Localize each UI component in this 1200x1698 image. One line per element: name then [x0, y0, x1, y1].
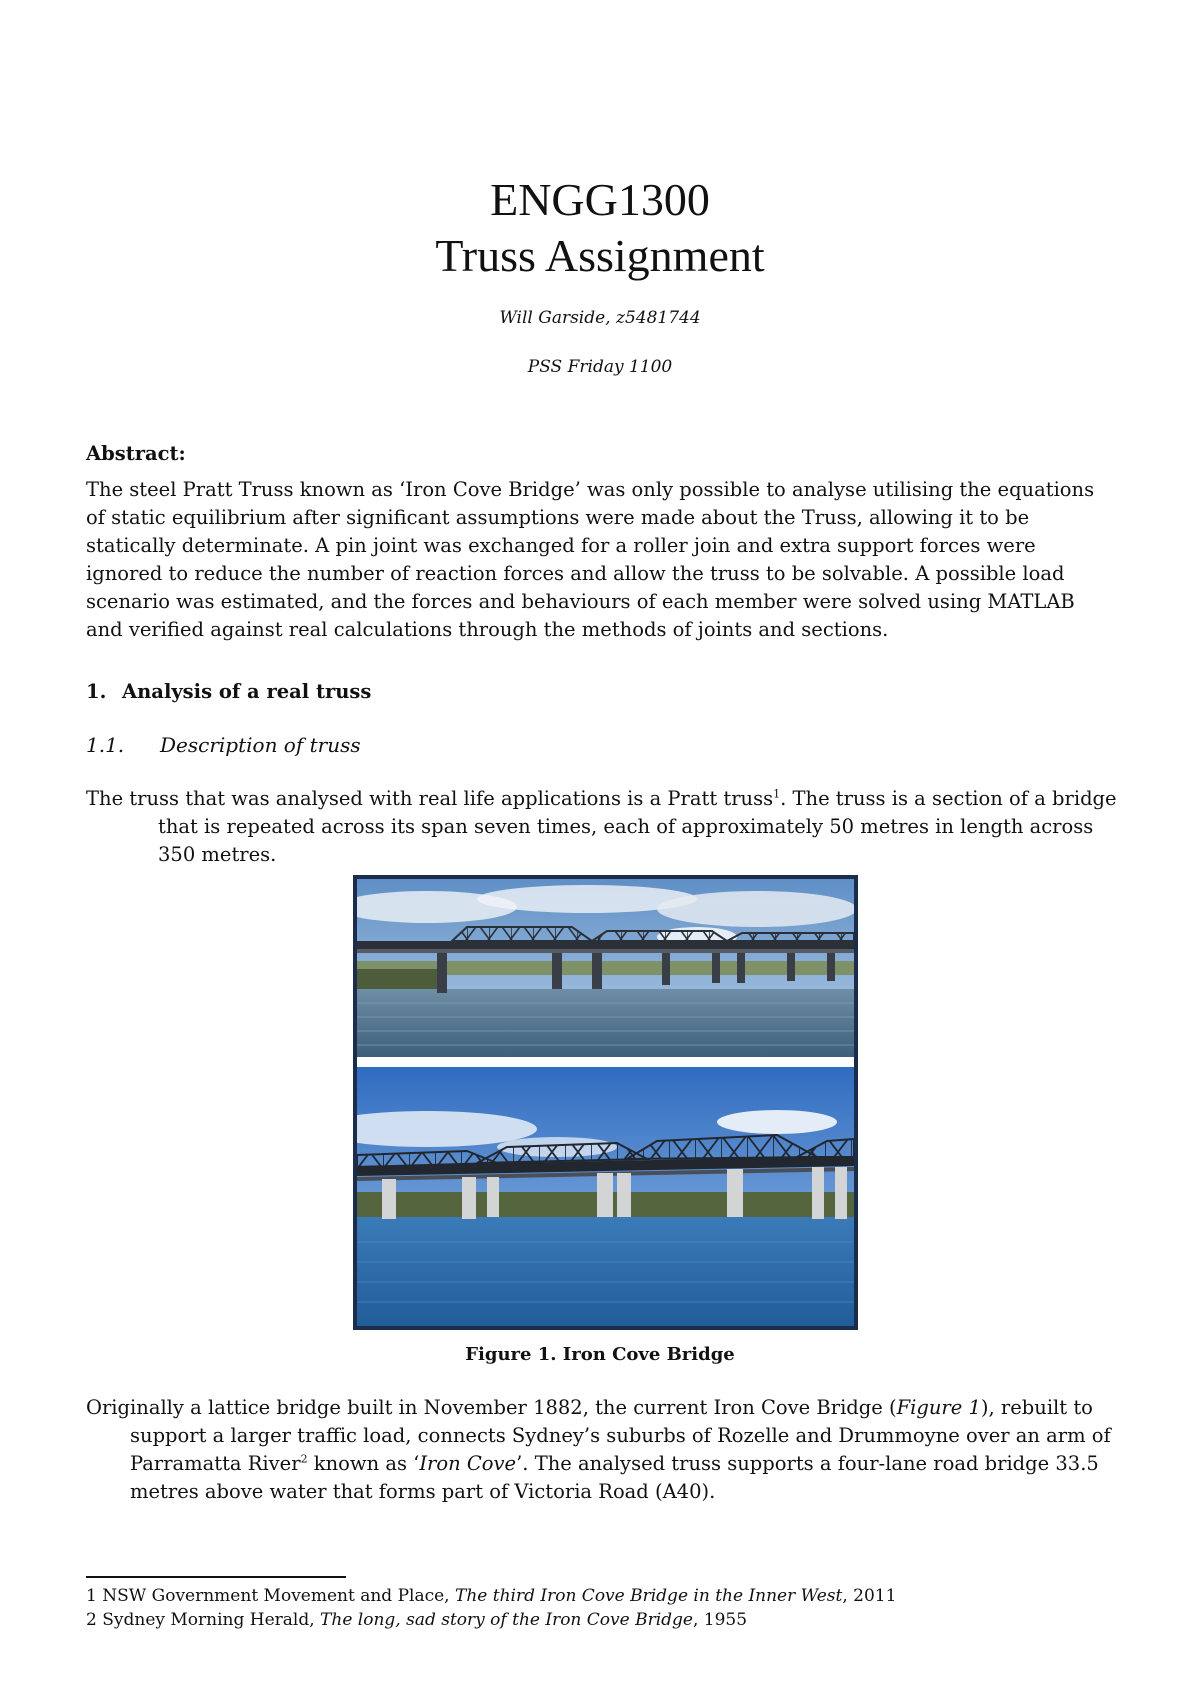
paragraph-rest-a: support a larger traffic load, connects Sydney’s suburbs of Rozelle and Drummoyne over an arm of Parramatta River: [130, 1424, 1111, 1475]
subsection-number: 1.1.: [86, 733, 125, 757]
bridge-photo-bottom: [357, 1067, 854, 1326]
bridge-photos: [357, 879, 854, 1326]
section-number: 1.: [86, 680, 107, 703]
abstract-text: The steel Pratt Truss known as ‘Iron Cove Bridge’ was only possible to analyse utilising the equations of static equilibrium after significant assumptions were made about the Truss, allowing it to be statically determinate. A pin joint was exchanged for a roller join and extra support forces were ignored to reduce the number of reaction forces and allow the truss to be solvable. A possible load scenario was estimated, and the forces and behaviours of each member were solved using MATLAB and verified against real calculations through the methods of joints and sections.: [86, 478, 1095, 641]
figure-caption: Figure 1. Iron Cove Bridge: [465, 1344, 735, 1365]
bridge-photo-top: [357, 879, 854, 1057]
footnote-2: [86, 1610, 747, 1630]
section-title: Analysis of a real truss: [122, 680, 372, 703]
subsection-title: Description of truss: [160, 733, 361, 757]
footnote-title: The third Iron Cove Bridge in the Inner West: [455, 1586, 843, 1606]
footnote-1: [86, 1586, 896, 1606]
figure-reference[interactable]: Figure 1: [896, 1396, 981, 1419]
paragraph-lead-b: ), rebuilt to: [980, 1396, 1093, 1419]
abstract-heading: Abstract:: [86, 442, 186, 465]
footnote-source: NSW Government Movement and Place,: [102, 1586, 455, 1606]
footnote-ref-2[interactable]: 2: [300, 1452, 308, 1466]
footnote-year: , 2011: [842, 1586, 897, 1606]
paragraph-rest: [86, 1422, 1126, 1506]
footnote-source: Sydney Morning Herald,: [102, 1610, 321, 1630]
footnote-year: , 1955: [692, 1610, 748, 1630]
footnote-number: 1: [86, 1586, 97, 1606]
document-title: Truss Assignment: [435, 230, 765, 281]
footnote-divider: [86, 1576, 346, 1578]
paragraph-lead: The truss that was analysed with real life applications is a Pratt truss: [86, 787, 774, 810]
author-line: Will Garside, z5481744: [499, 308, 701, 328]
section-1-heading: [86, 680, 371, 703]
section-1-1-heading: [86, 733, 361, 757]
footnote-number: 2: [86, 1610, 97, 1630]
iron-cove-emphasis: Iron Cove: [419, 1452, 517, 1475]
course-code: ENGG1300: [490, 174, 710, 225]
paragraph-lead-tail: . The truss is a section of a bridge: [780, 787, 1117, 810]
class-line: PSS Friday 1100: [527, 357, 673, 377]
paragraph-rest: that is repeated across its span seven times, each of approximately 50 metres in length across 350 metres.: [158, 815, 1094, 866]
footnote-title: The long, sad story of the Iron Cove Bridge: [320, 1610, 693, 1630]
paragraph-rest-b: known as ‘: [307, 1452, 420, 1475]
paragraph-bridge-history: [86, 1394, 1126, 1506]
bridge-figure: [353, 875, 858, 1330]
paragraph-lead-a: Originally a lattice bridge built in November 1882, the current Iron Cove Bridge (: [86, 1396, 897, 1419]
paragraph-rest-c: ’. The analysed truss supports a four-lane road bridge 33.5 metres above water that forms part of Victoria Road (A40).: [130, 1452, 1099, 1503]
paragraph-truss-description: [86, 785, 1126, 869]
footnote-ref-1[interactable]: 1: [773, 787, 781, 801]
